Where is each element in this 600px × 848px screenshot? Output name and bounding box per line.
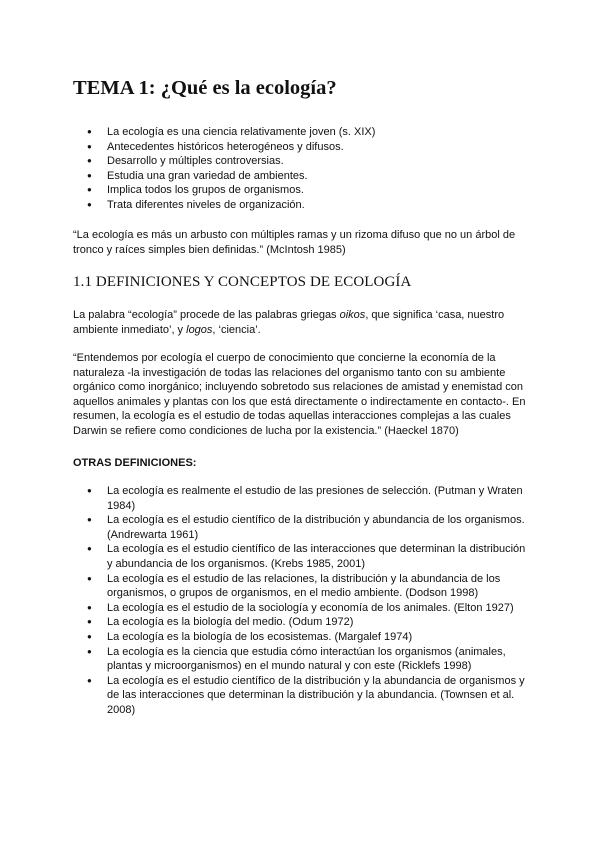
etymology-text-3: , ‘ciencia’. bbox=[212, 323, 261, 336]
list-item: ● Desarrollo y múltiples controversias. bbox=[73, 154, 533, 169]
intro-bullet-list bbox=[73, 125, 533, 213]
list-item: ● La ecología es el estudio científico de la distribución y abundancia de los organismos. (Andrewarta 1961) bbox=[73, 513, 533, 542]
other-definitions-heading: OTRAS DEFINICIONES: bbox=[73, 457, 197, 469]
list-item: ● La ecología es el estudio científico de las interacciones que determinan la distribución y abundancia de los organismos. (Krebs 1985, 2001) bbox=[73, 542, 533, 571]
mcintosh-quote: “La ecología es más un arbusto con múltiples ramas y un rizoma difuso que no un árbol de tronco y raíces simples bien definidas.” (McIntosh 1985) bbox=[73, 229, 516, 256]
list-item: ● La ecología es el estudio científico de la distribución y la abundancia de organismos y de las interacciones que determinan la distribución y la abundancia. (Townsen et al. 2008) bbox=[73, 674, 533, 718]
list-item: ● La ecología es el estudio de la sociología y economía de los animales. (Elton 1927) bbox=[73, 601, 533, 616]
etymology-paragraph bbox=[73, 308, 543, 337]
list-item: ● La ecología es la biología de los ecosistemas. (Margalef 1974) bbox=[73, 630, 533, 645]
list-item: ● Antecedentes históricos heterogéneos y difusos. bbox=[73, 140, 533, 155]
list-item: ● La ecología es realmente el estudio de las presiones de selección. (Putman y Wraten 1984) bbox=[73, 484, 533, 513]
etymology-word-oikos: oikos bbox=[339, 309, 366, 321]
list-item: ● La ecología es el estudio de las relaciones, la distribución y la abundancia de los organismos, o grupos de organismos, en el medio ambiente. (Dodson 1998) bbox=[73, 572, 533, 601]
etymology-text-2: , que significa ‘casa, nuestro ambiente inmediato’, y bbox=[73, 309, 505, 336]
page-title: TEMA 1: ¿Qué es la ecología? bbox=[73, 77, 337, 99]
list-item: ● La ecología es la biología del medio. (Odum 1972) bbox=[73, 615, 533, 630]
list-item: ● La ecología es una ciencia relativamente joven (s. XIX) bbox=[73, 125, 533, 140]
list-item: ● Implica todos los grupos de organismos. bbox=[73, 183, 533, 198]
definitions-list bbox=[73, 484, 533, 718]
section-title: 1.1 DEFINICIONES Y CONCEPTOS DE ECOLOGÍA bbox=[73, 274, 412, 290]
etymology-text-1: La palabra “ecología” procede de las palabras griegas bbox=[73, 309, 340, 321]
etymology-word-logos: logos bbox=[186, 323, 213, 336]
list-item: ● La ecología es la ciencia que estudia cómo interactúan los organismos (animales, plantas y microorganismos) en el mundo natural y con este (Ricklefs 1998) bbox=[73, 645, 533, 674]
list-item: ● Estudia una gran variedad de ambientes. bbox=[73, 169, 533, 184]
haeckel-quote: “Entendemos por ecología el cuerpo de conocimiento que concierne la economía de la naturaleza -la investigación de todas las relaciones del organismo tanto con su ambiente orgánico como inorgánico; incluyendo sobretodo sus relaciones de amistad y enemistad con aquellos animales y plantas con los que está directamente o indirectamente en contacto-. En resumen, la ecología es el estudio de todas aquellas interacciones complejas a las cuales Darwin se refiere como condiciones de lucha por la existencia.” (Haeckel 1870) bbox=[73, 352, 526, 437]
list-item: ● Trata diferentes niveles de organización. bbox=[73, 198, 533, 213]
